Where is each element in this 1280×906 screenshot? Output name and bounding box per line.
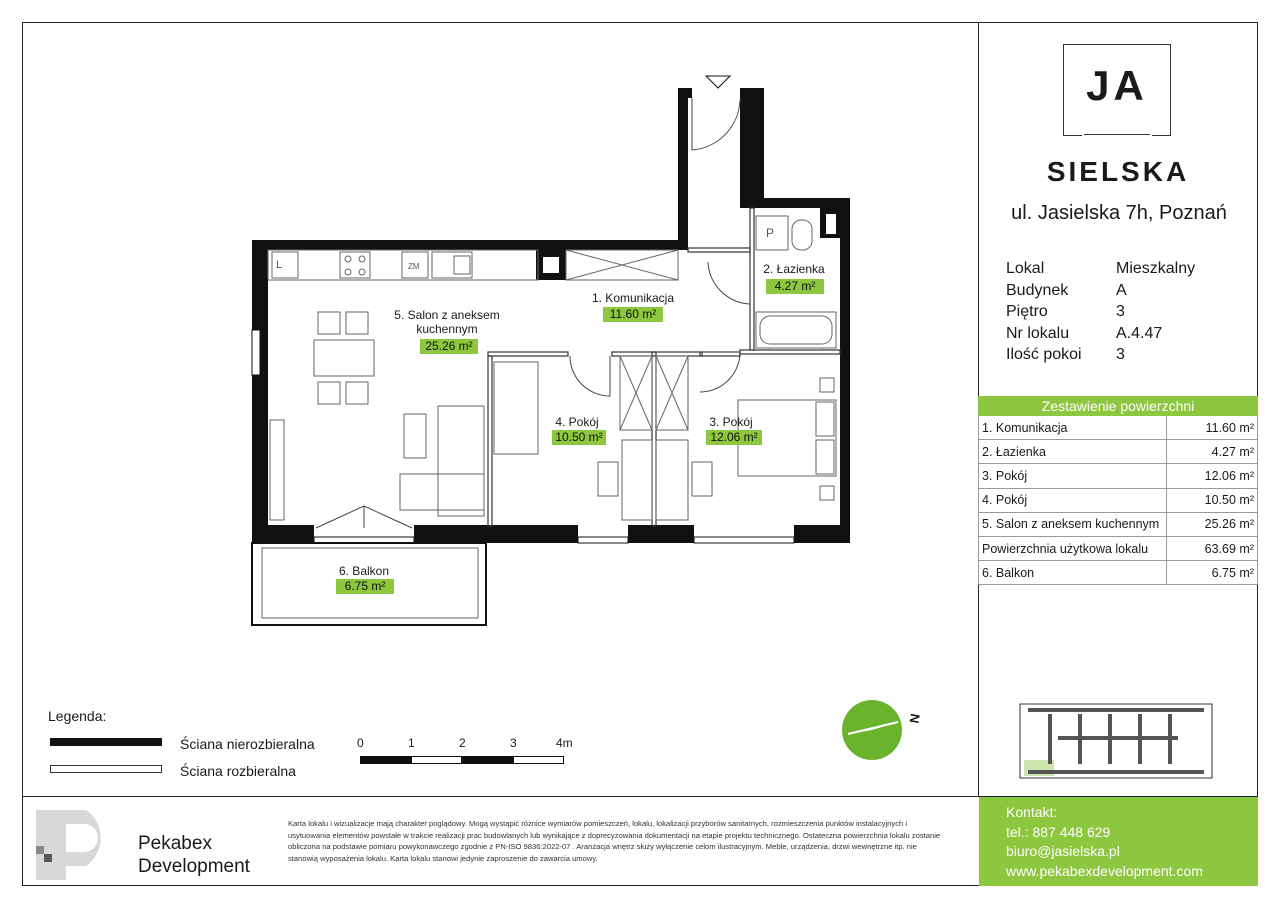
- info-row: [1006, 323, 1195, 345]
- scale-segment: [411, 756, 462, 764]
- building-key-plan: [1018, 700, 1214, 782]
- area-value: 63.69 m²: [1167, 536, 1258, 560]
- scale-tick: 3: [510, 736, 517, 750]
- contact-website[interactable]: www.pekabexdevelopment.com: [1006, 862, 1203, 879]
- legend-wall-removable-label: Ściana rozbieralna: [180, 763, 296, 779]
- info-key: Lokal: [1006, 260, 1045, 277]
- room-pokoj3-name: 3. Pokój: [709, 415, 753, 429]
- room-pokoj4-name: 4. Pokój: [555, 415, 599, 429]
- info-value: A.4.47: [1116, 324, 1163, 342]
- legend-wall-fixed-label: Ściana nierozbieralna: [180, 736, 315, 752]
- developer-line1: Pekabex: [138, 833, 212, 854]
- room-komunikacja-area: 11.60 m²: [603, 307, 663, 322]
- developer-line2: Development: [138, 856, 250, 877]
- area-label: 6. Balkon: [979, 561, 1167, 585]
- area-label: 4. Pokój: [979, 488, 1167, 512]
- info-value: 3: [1116, 303, 1125, 321]
- disclaimer: Karta lokalu i wizualizacje mają charakter poglądowy. Mogą wystąpić różnice wymiarów pomieszczeń, lokalu, lokalizacji przyborów sanitarnych, rozmieszczenia punktów instalacyjnych i usytuowania elementów powstałe w trakcie realizacji prac budowlanych lub wynikające z doprecyzowania dokumentacji na etapie projektu technicznego. Ostateczna powierzchnia lokalu zostanie obliczona na podstawie pomiaru powykonawczego zgodnie z PN-ISO 9836:2022-07 . Aranżacja wnętrz służy wyłączenie celom ilustracyjnym. Meble, urządzenia, drzwi wewnętrzne itp. nie stanowią wyposażenia lokalu. Karta lokalu stanowi jedynie zaproszenie do zawarcia umowy.: [288, 819, 941, 863]
- address: ul. Jasielska 7h, Poznań: [1011, 202, 1227, 224]
- scale-tick: 4m: [556, 736, 573, 750]
- developer-name: [138, 832, 250, 878]
- dishwasher-label: ZM: [408, 262, 420, 271]
- info-value: Mieszkalny: [1116, 260, 1196, 277]
- scale-tick: 2: [459, 736, 466, 750]
- area-table-title: Zestawienie powierzchni: [979, 397, 1258, 416]
- compass-icon: [842, 700, 902, 760]
- room-salon-line1: 5. Salon z aneksem: [394, 308, 500, 322]
- contact-box: [979, 797, 1258, 886]
- area-value: 4.27 m²: [1167, 440, 1258, 464]
- area-label: 1. Komunikacja: [979, 416, 1167, 440]
- scale-segment: [360, 756, 411, 764]
- fridge-label: L: [276, 259, 283, 271]
- logo-mark: JA: [1086, 62, 1148, 109]
- legend-wall-fixed-swatch: [50, 738, 162, 746]
- table-row: [979, 536, 1258, 560]
- area-summary-table: [978, 396, 1258, 585]
- table-row: [979, 440, 1258, 464]
- scale-tick: 0: [357, 736, 364, 750]
- room-lazienka-name: 2. Łazienka: [763, 262, 825, 276]
- room-balkon-area: 6.75 m²: [336, 579, 394, 594]
- room-pokoj4-area: 10.50 m²: [552, 430, 606, 445]
- info-value: A: [1116, 281, 1127, 299]
- info-row: [1006, 344, 1195, 366]
- area-label: 2. Łazienka: [979, 440, 1167, 464]
- table-row: [979, 416, 1258, 440]
- area-value: 12.06 m²: [1167, 464, 1258, 488]
- legend-wall-removable-swatch: [50, 765, 162, 773]
- room-salon-name: [382, 308, 512, 336]
- info-row: [1006, 280, 1195, 302]
- area-label: Powierzchnia użytkowa lokalu: [979, 536, 1167, 560]
- room-komunikacja-name: 1. Komunikacja: [591, 291, 675, 305]
- area-label: 5. Salon z aneksem kuchennym: [979, 512, 1167, 536]
- compass-north-label: N: [906, 712, 923, 725]
- info-key: Ilość pokoi: [1006, 346, 1082, 364]
- info-key: Nr lokalu: [1006, 324, 1070, 342]
- unit-info: [1006, 258, 1195, 366]
- table-row: [979, 464, 1258, 488]
- toilet-label: P: [766, 226, 775, 240]
- scale-segment: [513, 756, 564, 764]
- brand-name: SIELSKA: [1046, 156, 1190, 187]
- pekabex-logo-icon: [36, 810, 132, 880]
- room-salon-line2: kuchennym: [416, 322, 478, 336]
- room-balkon-name: 6. Balkon: [338, 564, 390, 578]
- room-salon-area: 25.26 m²: [420, 339, 478, 354]
- area-value: 25.26 m²: [1167, 512, 1258, 536]
- area-value: 10.50 m²: [1167, 488, 1258, 512]
- area-label: 3. Pokój: [979, 464, 1167, 488]
- room-lazienka-area: 4.27 m²: [766, 279, 824, 294]
- scale-tick: 1: [408, 736, 415, 750]
- info-row: [1006, 258, 1195, 280]
- contact-title: Kontakt:: [1006, 804, 1058, 820]
- area-value: 11.60 m²: [1167, 416, 1258, 440]
- scale-segment: [462, 756, 513, 764]
- room-pokoj3-area: 12.06 m²: [706, 430, 762, 445]
- info-key: Piętro: [1006, 303, 1048, 321]
- table-row: [979, 561, 1258, 585]
- area-value: 6.75 m²: [1167, 561, 1258, 585]
- legend-title: Legenda:: [48, 708, 107, 724]
- table-row: [979, 488, 1258, 512]
- info-row: [1006, 301, 1195, 323]
- contact-email[interactable]: biuro@jasielska.pl: [1006, 843, 1120, 860]
- info-key: Budynek: [1006, 281, 1069, 299]
- contact-phone[interactable]: tel.: 887 448 629: [1006, 823, 1111, 840]
- table-row: [979, 512, 1258, 536]
- info-value: 3: [1116, 346, 1125, 364]
